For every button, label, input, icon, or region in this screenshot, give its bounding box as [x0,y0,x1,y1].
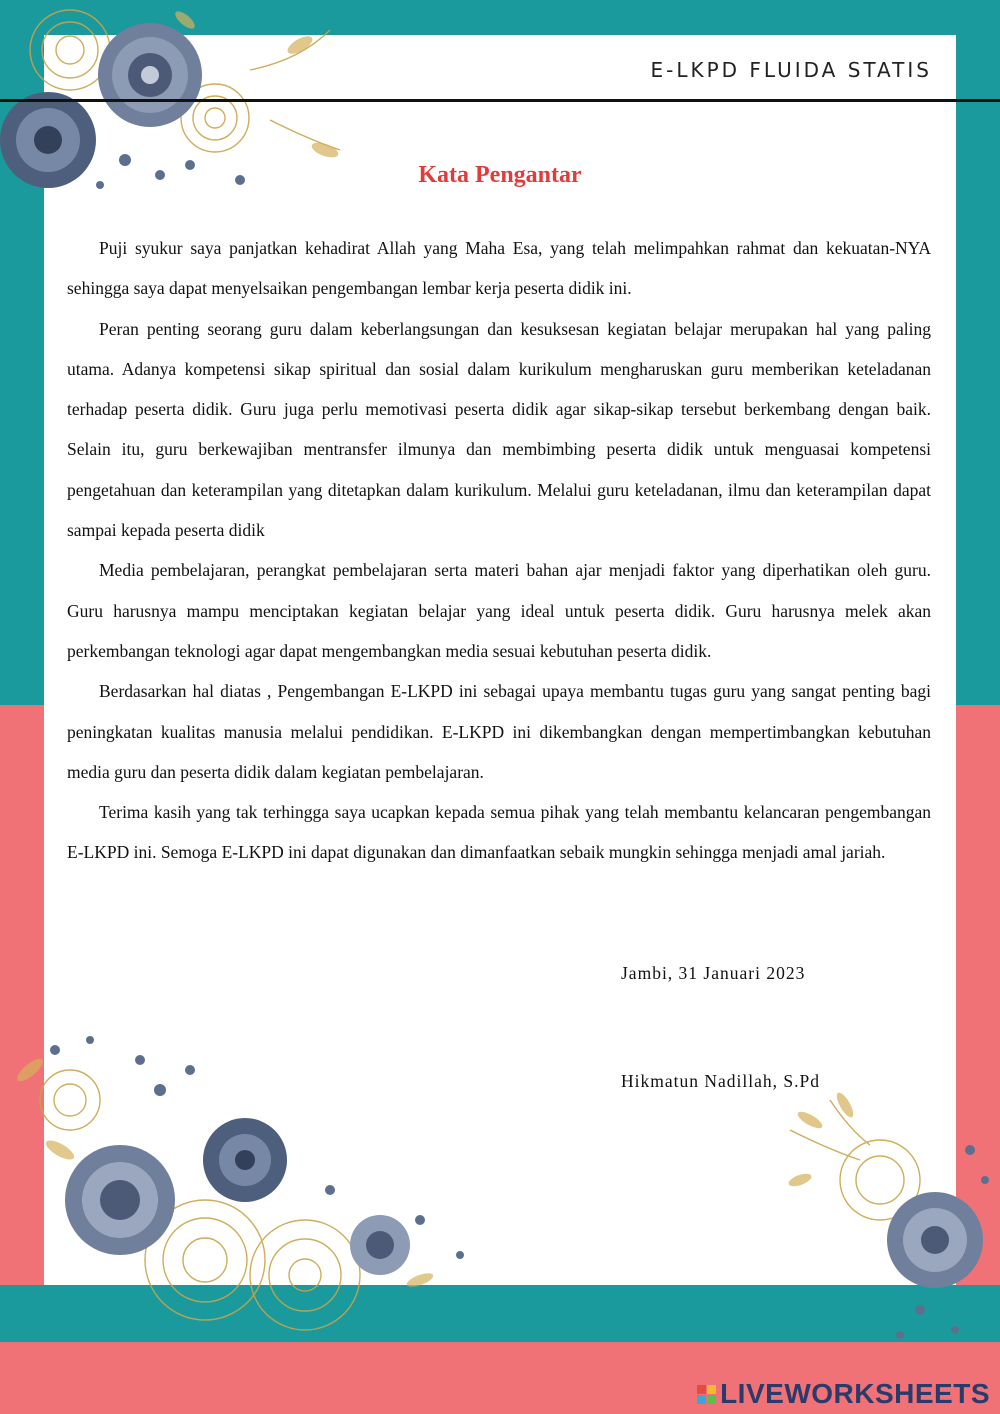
paragraph: Puji syukur saya panjatkan kehadirat Allah yang Maha Esa, yang telah melimpahkan rahmat dan kekuatan-NYA sehingga saya dapat menyelsaikan pengembangan lembar kerja peserta didik ini. [67,238,931,299]
place-date: Jambi, 31 Januari 2023 [621,963,806,983]
header-divider [0,99,1000,102]
body-text [67,228,931,873]
paragraph: Terima kasih yang tak terhingga saya ucapkan kepada semua pihak yang telah membantu kelancaran pengembangan E-LKPD ini. Semoga E-LKPD ini dapat digunakan dan dimanfaatkan sebaik mungkin sehingga menjadi amal jariah. [67,802,931,863]
author-name: Hikmatun Nadillah, S.Pd [621,1071,820,1091]
watermark-text: LIVEWORKSHEETS [720,1378,990,1409]
paragraph: Berdasarkan hal diatas , Pengembangan E-LKPD ini sebagai upaya membantu tugas guru yang sangat penting bagi peningkatan kualitas manusia melalui pendidikan. E-LKPD ini dikembangkan dengan mempertimbangkan kebutuhan media guru dan peserta didik dalam kegiatan pembelajaran. [67,681,931,782]
floral-decoration-bottom-left [0,1030,520,1350]
page-title: Kata Pengantar [418,162,582,188]
header-title: E-LKPD FLUIDA STATIS [650,58,932,82]
liveworksheets-watermark [697,1378,990,1410]
paragraph: Media pembelajaran, perangkat pembelajaran serta materi bahan ajar menjadi faktor yang diperhatikan oleh guru. Guru harusnya mampu menciptakan kegiatan belajar yang ideal untuk peserta didik. Guru harusnya melek akan perkembangan teknologi agar dapat mengembangkan media sesuai kebutuhan peserta didik. [67,560,931,661]
paragraph: Peran penting seorang guru dalam keberlangsungan dan kesuksesan kegiatan belajar merupakan hal yang paling utama. Adanya kompetensi sikap spiritual dan sosial dalam kurikulum mengharuskan guru memberikan keteladanan terhadap peserta didik. Guru juga perlu memotivasi peserta didik agar sikap-sikap tersebut berkembang dengan baik. Selain itu, guru berkewajiban mentransfer ilmunya dan membimbing peserta didik untuk menguasai kompetensi pengetahuan dan keterampilan yang ditetapkan dalam kurikulum. Melalui guru keteladanan, ilmu dan keterampilan dapat sampai kepada peserta didik [67,318,931,541]
floral-decoration-bottom-right [770,1090,1000,1350]
liveworksheets-logo-icon [697,1385,716,1404]
